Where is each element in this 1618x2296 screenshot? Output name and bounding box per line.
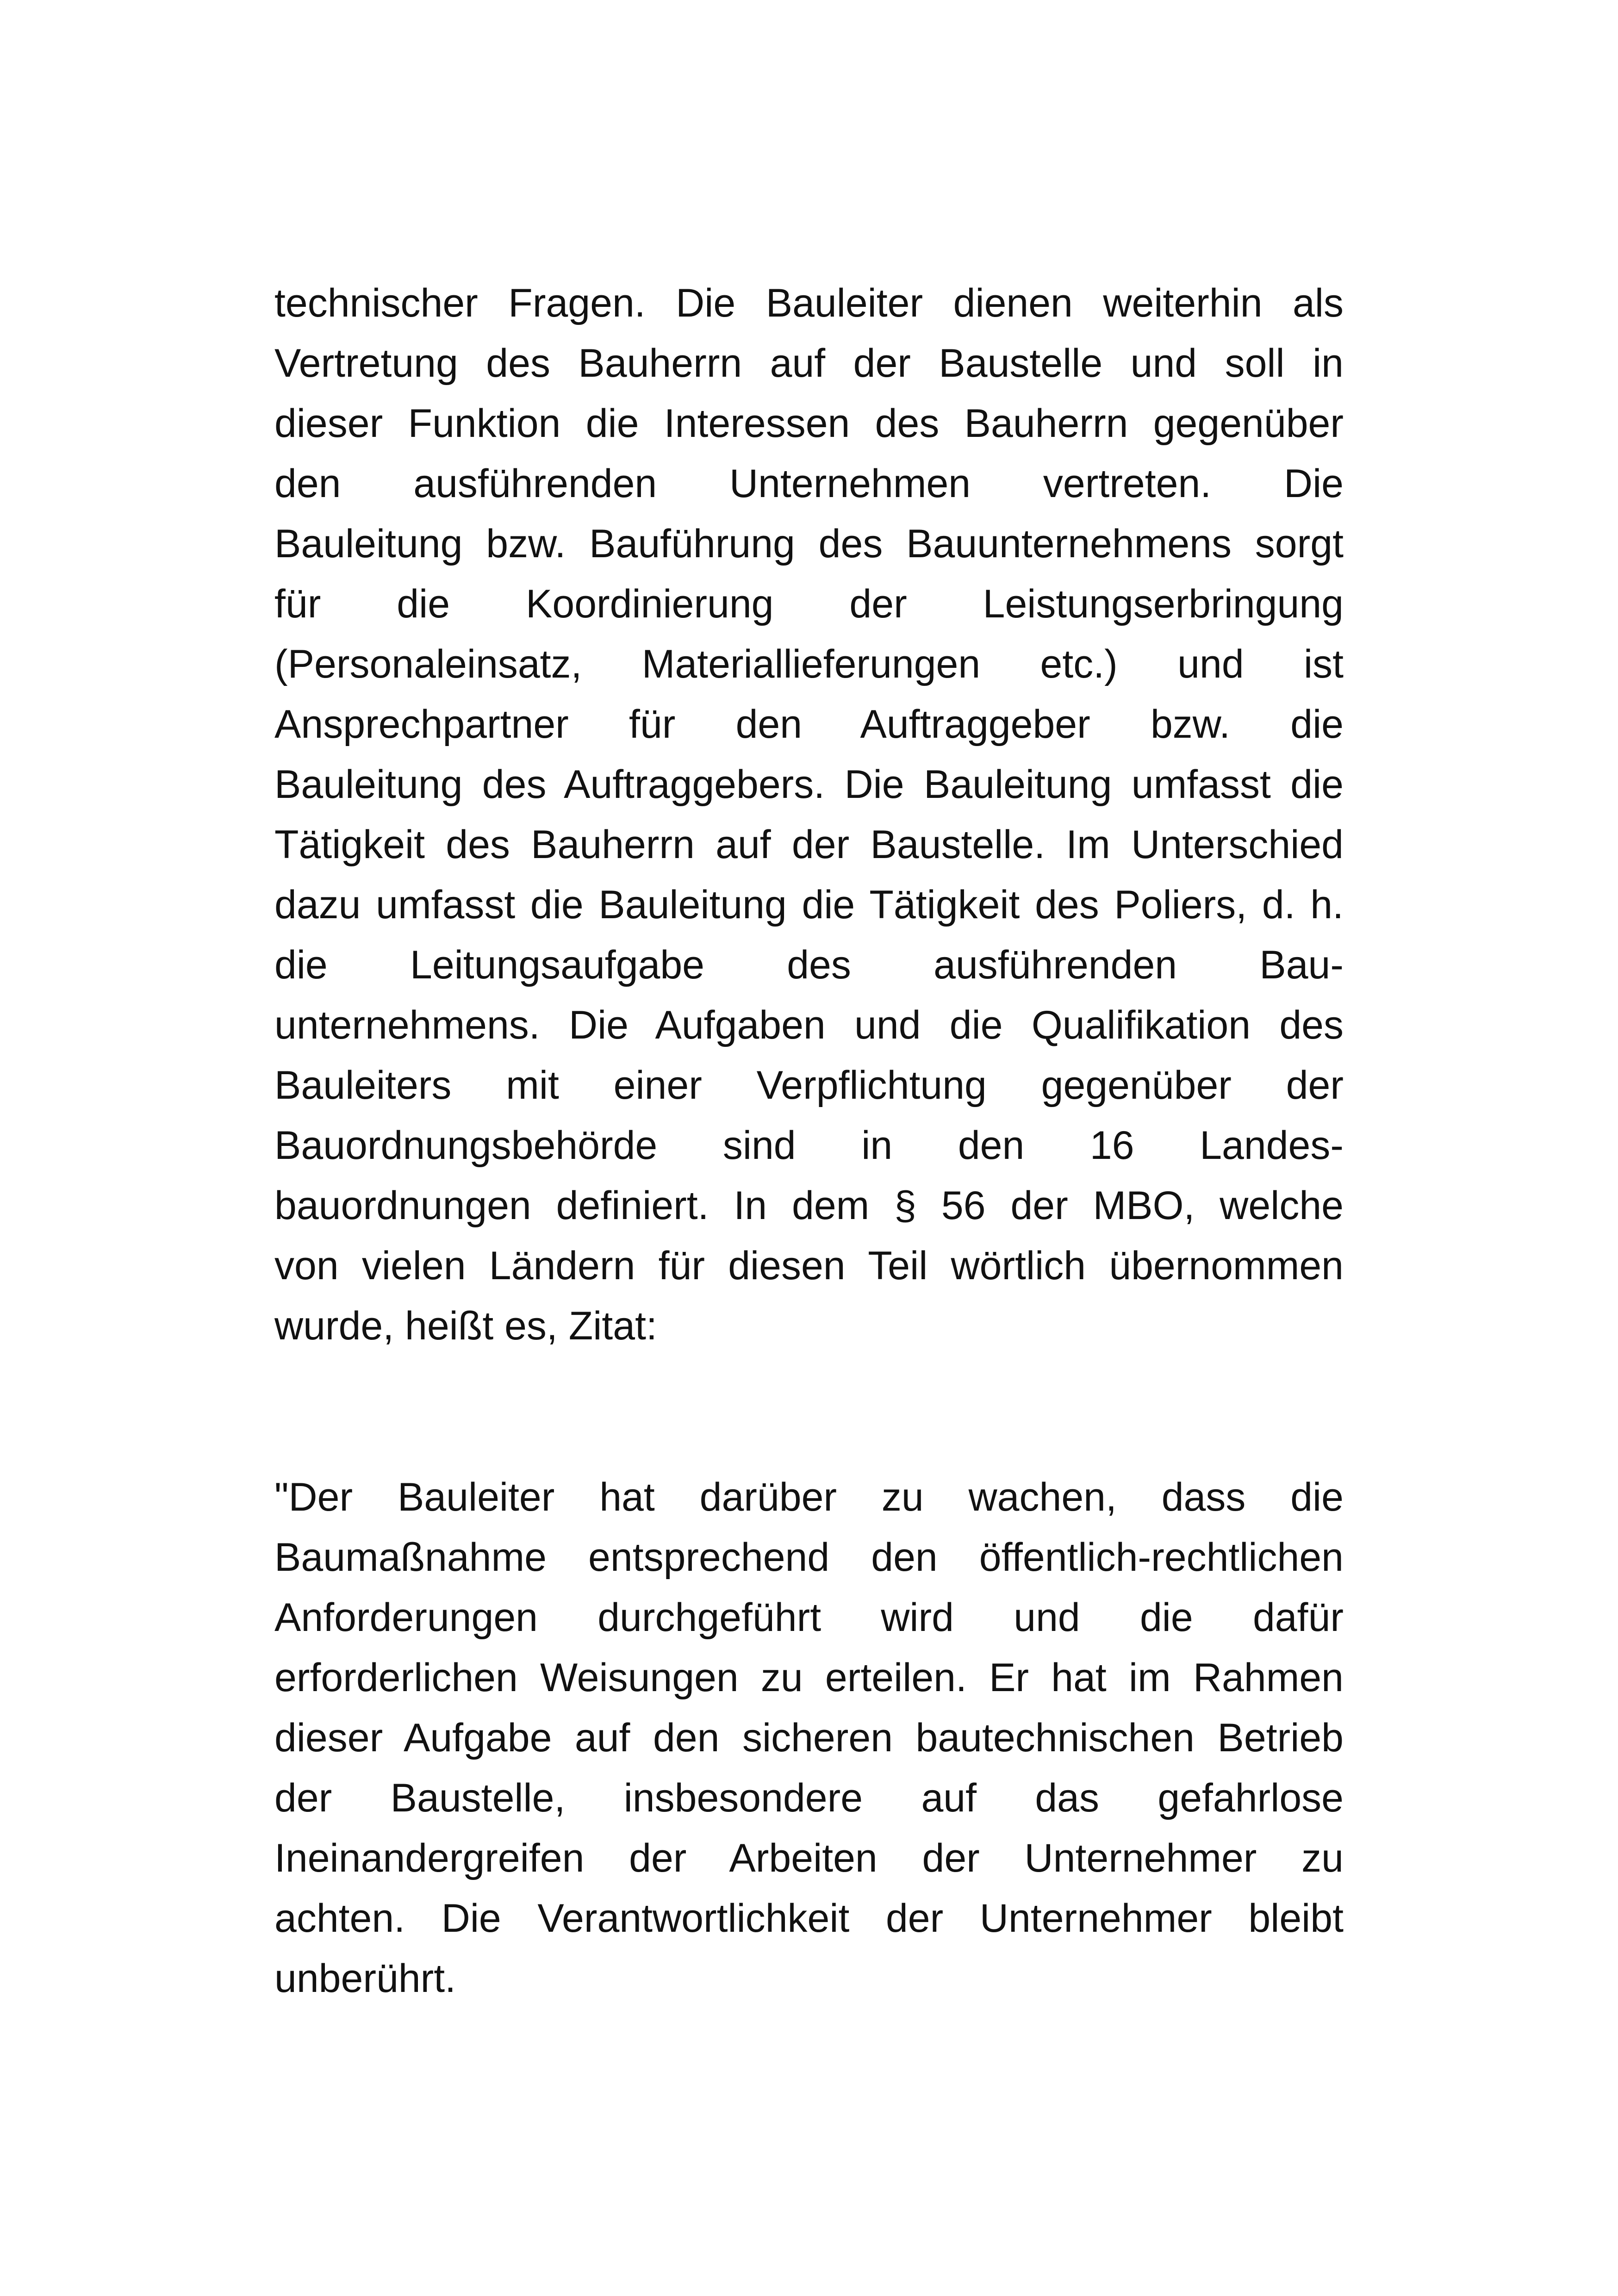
text-line: Ineinandergreifen der Arbeiten der Unternehmer zu [274,1836,1344,1880]
paragraph-main [274,273,1344,1356]
text-line: "Der Bauleiter hat darüber zu wachen, dass die [274,1475,1344,1519]
text-line: dieser Aufgabe auf den sicheren bautechnischen Betrieb [274,1716,1344,1760]
text-line: Bauleitung des Auftraggebers. Die Bauleitung umfasst die [274,762,1344,807]
text-line: unternehmens. Die Aufgaben und die Qualifikation des [274,1003,1344,1047]
text-line: bauordnungen definiert. In dem § 56 der MBO, welche [274,1183,1344,1228]
text-line: für die Koordinierung der Leistungserbringung [274,582,1344,626]
text-line: wurde, heißt es, Zitat: [274,1304,657,1348]
text-line: Baumaßnahme entsprechend den öffentlich-rechtlichen [274,1535,1344,1580]
text-line: von vielen Ländern für diesen Teil wörtlich übernommen [274,1244,1344,1288]
text-line: der Baustelle, insbesondere auf das gefahrlose [274,1776,1344,1820]
text-line: technischer Fragen. Die Bauleiter dienen weiterhin als [274,281,1344,325]
text-line: Tätigkeit des Bauherrn auf der Baustelle. Im Unterschied [274,822,1344,867]
text-line: erforderlichen Weisungen zu erteilen. Er hat im Rahmen [274,1655,1344,1700]
text-line: Vertretung des Bauherrn auf der Baustelle und soll in [274,341,1344,386]
text-line: Bauleitung bzw. Bauführung des Bauunternehmens sorgt [274,522,1344,566]
text-line: Anforderungen durchgeführt wird und die dafür [274,1595,1344,1640]
text-line: Bauordnungsbehörde sind in den 16 Landes- [274,1123,1344,1168]
text-line: Ansprechpartner für den Auftraggeber bzw. die [274,702,1344,747]
text-line: den ausführenden Unternehmen vertreten. Die [274,461,1344,506]
text-line: die Leitungsaufgabe des ausführenden Bau- [274,943,1344,987]
text-line: Bauleiters mit einer Verpflichtung gegenüber der [274,1063,1344,1108]
text-line: dazu umfasst die Bauleitung die Tätigkeit des Poliers, d. h. [274,883,1344,927]
paragraph-quote [274,1467,1344,2009]
text-line: dieser Funktion die Interessen des Bauherrn gegenüber [274,401,1344,446]
text-line: achten. Die Verantwortlichkeit der Unternehmer bleibt [274,1896,1344,1941]
text-line: unberührt. [274,1956,456,2001]
text-line: (Personaleinsatz, Materiallieferungen etc.) und ist [274,642,1344,686]
